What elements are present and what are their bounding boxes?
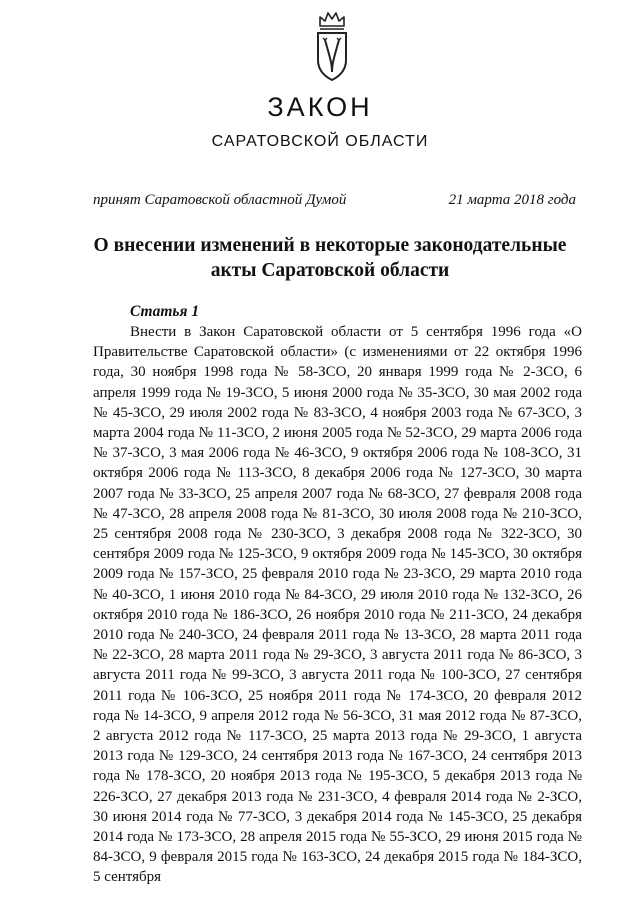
adopted-by: принят Саратовской областной Думой [93, 192, 347, 208]
document-heading-line-2: акты Саратовской области [210, 260, 450, 281]
law-title: ЗАКОН [267, 92, 373, 122]
article-label: Статья 1 [130, 303, 200, 320]
law-subtitle: САРАТОВСКОЙ ОБЛАСТИ [211, 133, 429, 150]
adopted-date: 21 марта 2018 года [448, 192, 576, 208]
coat-of-arms-icon [315, 10, 349, 82]
document-heading-line-1: О внесении изменений в некоторые законодательные [93, 235, 567, 256]
document-heading [70, 233, 590, 283]
article-paragraph: Внести в Закон Саратовской области от 5 сентября 1996 года «О Правительстве Саратовской области» (с изменениями от 22 октября 1996 года, 30 ноября 1998 года № 58-ЗСО, 20 января 1999 года № 2-ЗСО, 6 апреля 1999 года № 19-ЗСО, 5 июня 2000 года № 35-ЗСО, 30 мая 2002 года № 45-ЗСО, 29 июля 2002 года № 83-ЗСО, 4 ноября 2003 года № 67-ЗСО, 3 марта 2004 года № 11-ЗСО, 2 июня 2005 года № 52-ЗСО, 29 марта 2006 года № 37-ЗСО, 3 мая 2006 года № 46-ЗСО, 9 октября 2006 года № 108-ЗСО, 31 октября 2006 года № 113-ЗСО, 8 декабря 2006 года № 127-ЗСО, 30 марта 2007 года № 33-ЗСО, 25 апреля 2007 года № 68-ЗСО, 27 февраля 2008 года № 47-ЗСО, 28 апреля 2008 года № 81-ЗСО, 30 июля 2008 года № 210-ЗСО, 25 сентября 2008 года № 230-ЗСО, 3 декабря 2008 года № 322-ЗСО, 30 сентября 2009 года № 125-ЗСО, 9 октября 2009 года № 145-ЗСО, 30 октября 2009 года № 157-ЗСО, 25 февраля 2010 года № 23-ЗСО, 29 марта 2010 года № 40-ЗСО, 1 июня 2010 года № 84-ЗСО, 29 июля 2010 года № 132-ЗСО, 26 октября 2010 года № 186-ЗСО, 26 ноября 2010 года № 211-ЗСО, 24 декабря 2010 года № 240-ЗСО, 24 февраля 2011 года № 13-ЗСО, 28 марта 2011 года № 22-ЗСО, 28 марта 2011 года № 29-ЗСО, 3 августа 2011 года № 86-ЗСО, 3 августа 2011 года № 99-ЗСО, 3 августа 2011 года № 100-ЗСО, 27 сентября 2011 года № 106-ЗСО, 25 ноября 2011 года № 174-ЗСО, 20 февраля 2012 года № 14-ЗСО, 9 апреля 2012 года № 56-ЗСО, 31 мая 2012 года № 87-ЗСО, 2 августа 2012 года № 117-ЗСО, 25 марта 2013 года № 29-ЗСО, 1 августа 2013 года № 129-ЗСО, 24 сентября 2013 года № 167-ЗСО, 24 сентября 2013 года № 178-ЗСО, 20 ноября 2013 года № 195-ЗСО, 5 декабря 2013 года № 226-ЗСО, 27 декабря 2013 года № 231-ЗСО, 4 февраля 2014 года № 2-ЗСО, 30 июня 2014 года № 77-ЗСО, 3 декабря 2014 года № 145-ЗСО, 25 декабря 2014 года № 173-ЗСО, 28 апреля 2015 года № 55-ЗСО, 29 июня 2015 года № 84-ЗСО, 9 февраля 2015 года № 163-ЗСО, 24 декабря 2015 года № 184-ЗСО, 5 сентября [93, 324, 582, 886]
